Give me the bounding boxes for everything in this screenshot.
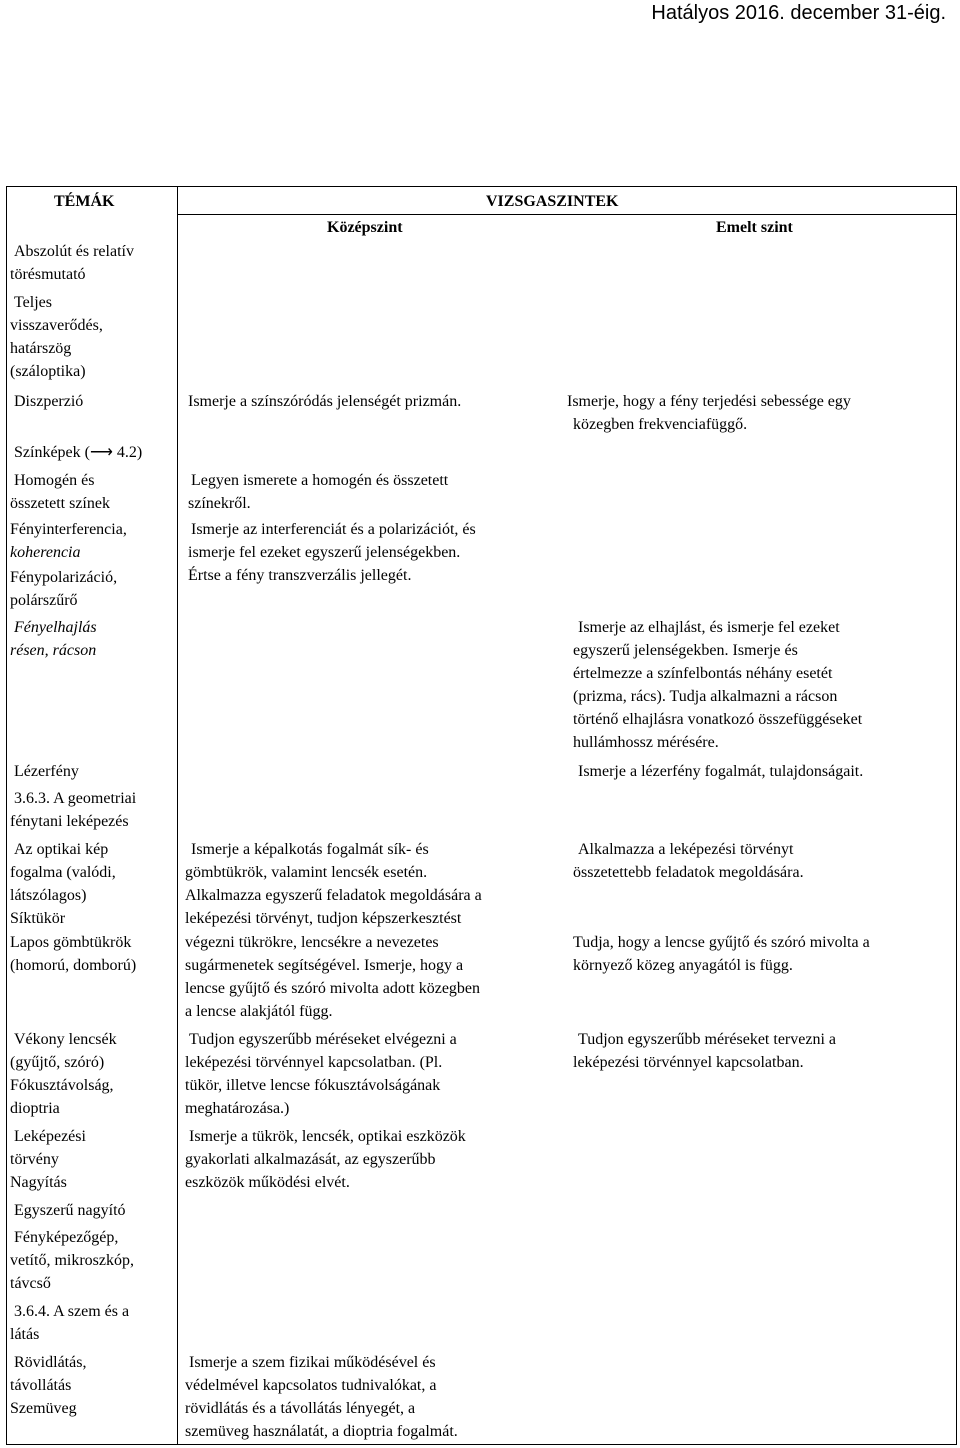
- advanced-level-text: összetettebb feladatok megoldására.: [573, 864, 804, 881]
- topic-line: Nagyítás: [10, 1174, 67, 1191]
- topic-line: koherencia: [10, 544, 81, 561]
- advanced-level-text: hullámhossz mérésére.: [573, 734, 719, 751]
- validity-stamp: Hatályos 2016. december 31-éig.: [651, 2, 946, 24]
- mid-level-text: meghatározása.): [185, 1100, 290, 1117]
- topic-line: törésmutató: [10, 266, 86, 283]
- topic-line: polárszűrő: [10, 592, 78, 609]
- table-top-border: [6, 186, 956, 187]
- mid-level-text: Értse a fény transzverzális jellegét.: [188, 567, 412, 584]
- topic-line: 3.6.4. A szem és a: [14, 1303, 130, 1320]
- topic-line: vetítő, mikroszkóp,: [10, 1252, 134, 1269]
- advanced-level-text: Tudjon egyszerűbb méréseket tervezni a: [578, 1031, 836, 1048]
- mid-level-text: gömbtükrök, valamint lencsék esetén.: [185, 864, 428, 881]
- topic-line: visszaverődés,: [10, 317, 103, 334]
- mid-level-text: rövidlátás és a távollátás lényegét, a: [185, 1400, 416, 1417]
- topic-line: fogalma (valódi,: [10, 864, 116, 881]
- mid-level-text: ismerje fel ezeket egyszerű jelenségekben.: [188, 544, 461, 561]
- topic-line: törvény: [10, 1151, 59, 1168]
- topic-line: dioptria: [10, 1100, 60, 1117]
- advanced-level-text: leképezési törvénnyel kapcsolatban.: [573, 1054, 804, 1071]
- topic-line: Homogén és: [14, 472, 95, 489]
- advanced-level-text: Tudja, hogy a lencse gyűjtő és szóró mivolta a: [573, 934, 870, 951]
- topic-line: Fényelhajlás: [14, 619, 97, 636]
- topic-line: Fényinterferencia,: [10, 521, 127, 538]
- mid-level-text: védelmével kapcsolatos tudnivalókat, a: [185, 1377, 437, 1394]
- mid-level-text: színekről.: [188, 495, 251, 512]
- header-topics: TÉMÁK: [54, 193, 115, 210]
- mid-level-text: Legyen ismerete a homogén és összetett: [191, 472, 449, 489]
- topic-line: látás: [10, 1326, 40, 1343]
- mid-level-text: Ismerje a színszóródás jelenségét prizmán.: [188, 393, 462, 410]
- advanced-level-text: történő elhajlásra vonatkozó összefüggéseket: [573, 711, 863, 728]
- header-advanced-level: Emelt szint: [716, 219, 793, 236]
- mid-level-text: szemüveg használatát, a dioptria fogalmát.: [185, 1423, 458, 1440]
- advanced-level-text: Ismerje az elhajlást, és ismerje fel ezeket: [578, 619, 840, 636]
- mid-level-text: leképezési törvényt, tudjon képszerkesztést: [185, 910, 462, 927]
- mid-level-text: tükör, illetve lencse fókusztávolságának: [185, 1077, 441, 1094]
- mid-level-text: Tudjon egyszerűbb méréseket elvégezni a: [189, 1031, 457, 1048]
- topic-line: (gyűjtő, szóró): [10, 1054, 105, 1071]
- topic-line: távcső: [10, 1275, 51, 1292]
- table-left-border: [6, 186, 7, 1445]
- topic-line: Abszolút és relatív: [14, 243, 134, 260]
- mid-level-text: sugármenetek segítségével. Ismerje, hogy a: [185, 957, 464, 974]
- topic-line: távollátás: [10, 1377, 72, 1394]
- mid-level-text: Ismerje a képalkotás fogalmát sík- és: [191, 841, 429, 858]
- table-bottom-border: [6, 1444, 956, 1445]
- topic-line: Az optikai kép: [14, 841, 109, 858]
- topic-line: résen, rácson: [10, 642, 97, 659]
- topic-line: összetett színek: [10, 495, 110, 512]
- mid-level-text: Alkalmazza egyszerű feladatok megoldására a: [185, 887, 482, 904]
- advanced-level-text: Ismerje a lézerfény fogalmát, tulajdonságait.: [578, 763, 864, 780]
- topic-line: Diszperzió: [14, 393, 84, 410]
- advanced-level-text: Ismerje, hogy a fény terjedési sebessége egy: [567, 393, 851, 410]
- mid-level-text: végezni tükrökre, lencsékre a nevezetes: [185, 934, 439, 951]
- topic-line: Egyszerű nagyító: [14, 1202, 126, 1219]
- advanced-level-text: értelmezze a színfelbontás néhány esetét: [573, 665, 833, 682]
- topic-line: Leképezési: [14, 1128, 86, 1145]
- mid-level-text: lencse gyűjtő és szóró mivolta adott közegben: [185, 980, 481, 997]
- mid-level-text: leképezési törvénnyel kapcsolatban. (Pl.: [185, 1054, 443, 1071]
- mid-level-text: a lencse alakjától függ.: [185, 1003, 333, 1020]
- topic-line: látszólagos): [10, 887, 87, 904]
- mid-level-text: Ismerje az interferenciát és a polarizációt, és: [191, 521, 476, 538]
- topic-line: Szemüveg: [10, 1400, 77, 1417]
- topic-line: fénytani leképezés: [10, 813, 129, 830]
- topic-line: Lapos gömbtükrök: [10, 934, 132, 951]
- mid-level-text: Ismerje a tükrök, lencsék, optikai eszközök: [189, 1128, 466, 1145]
- table-right-border: [956, 186, 957, 1445]
- mid-level-text: gyakorlati alkalmazását, az egyszerűbb: [185, 1151, 436, 1168]
- topic-line: (száloptika): [10, 363, 86, 380]
- topics-column-divider: [177, 186, 178, 1445]
- advanced-level-text: környező közeg anyagától is függ.: [573, 957, 793, 974]
- mid-level-text: Ismerje a szem fizikai működésével és: [189, 1354, 436, 1371]
- advanced-level-text: (prizma, rács). Tudja alkalmazni a rácson: [573, 688, 838, 705]
- topic-line: Fénypolarizáció,: [10, 569, 118, 586]
- header-exam-levels: VIZSGASZINTEK: [486, 193, 619, 210]
- mid-level-text: eszközök működési elvét.: [185, 1174, 350, 1191]
- advanced-level-text: Alkalmazza a leképezési törvényt: [578, 841, 794, 858]
- topic-line: Teljes: [14, 294, 52, 311]
- topic-line: 3.6.3. A geometriai: [14, 790, 137, 807]
- topic-line: Síktükör: [10, 910, 66, 927]
- header-divider: [177, 214, 956, 215]
- topic-line: (homorú, domború): [10, 957, 137, 974]
- topic-line: Vékony lencsék: [14, 1031, 117, 1048]
- advanced-level-text: közegben frekvenciafüggő.: [573, 416, 748, 433]
- topic-line: Lézerfény: [14, 763, 79, 780]
- topic-line: Színképek (⟶ 4.2): [14, 444, 143, 461]
- advanced-level-text: egyszerű jelenségekben. Ismerje és: [573, 642, 798, 659]
- header-mid-level: Középszint: [327, 219, 403, 236]
- topic-line: határszög: [10, 340, 72, 357]
- topic-line: Fókusztávolság,: [10, 1077, 114, 1094]
- topic-line: Rövidlátás,: [14, 1354, 87, 1371]
- topic-line: Fényképezőgép,: [14, 1229, 119, 1246]
